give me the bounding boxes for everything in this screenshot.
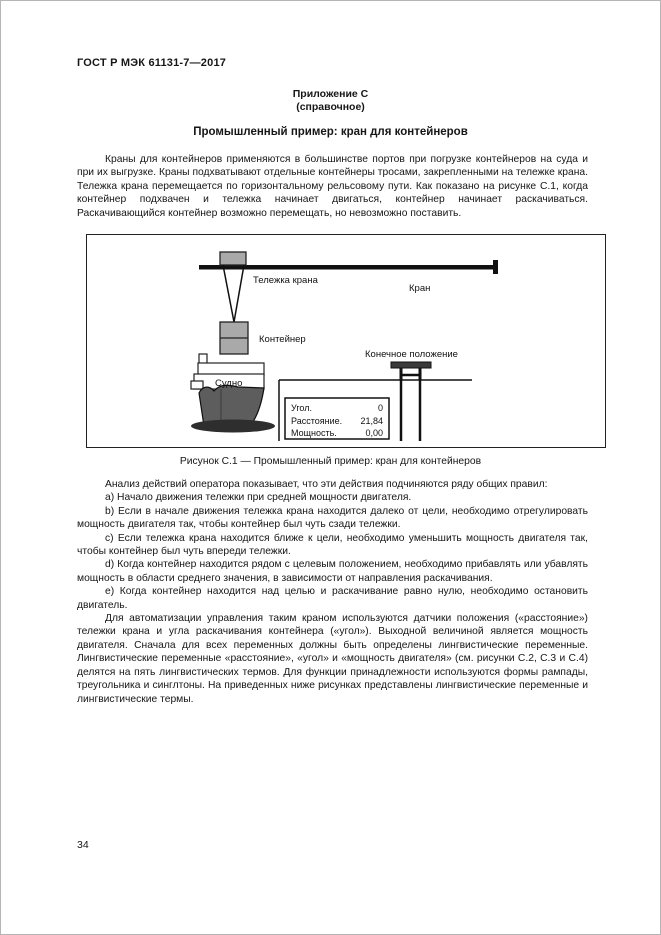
analysis-item-e: e) Когда контейнер находится над целью и раскачивание равно нулю, необходимо остановить двигатель. <box>77 586 588 611</box>
ship-deck-step <box>191 381 203 389</box>
section-title: Промышленный пример: кран для контейнеров <box>193 126 468 138</box>
readout-label-distance: Расстояние. <box>291 416 343 426</box>
label-ship: Судно <box>215 378 243 389</box>
target-cap <box>391 362 431 368</box>
analysis-item-d: d) Когда контейнер находится рядом с целевым положением, необходимо прибавлять или убавлять мощность в области среднего значения, в зависимости от направления раскачивания. <box>77 559 588 584</box>
label-container: Контейнер <box>259 334 306 345</box>
standard-number: ГОСТ Р МЭК 61131-7—2017 <box>77 57 227 69</box>
cable-right <box>234 265 244 322</box>
appendix-type: (справочное) <box>296 101 365 113</box>
trolley-box <box>220 252 246 265</box>
intro-block <box>77 153 588 220</box>
analysis-item-b: b) Если в начале движения тележка крана находится далеко от цели, необходимо отрегулировать мощность двигателя так, чтобы контейнер был чуть сзади тележки. <box>77 505 588 531</box>
ship-deck-upper <box>198 363 264 375</box>
crane-diagram <box>87 235 605 447</box>
readout-value-power: 0,00 <box>365 428 383 438</box>
figure-caption: Рисунок С.1 — Промышленный пример: кран для контейнеров <box>179 456 482 467</box>
ship-shadow <box>191 420 275 433</box>
analysis-item-c: c) Если тележка крана находится ближе к цели, необходимо уменьшить мощность двигателя так, чтобы контейнер был чуть впереди тележки. <box>77 532 588 558</box>
readout-label-power: Мощность. <box>291 428 337 438</box>
label-trolley: Тележка крана <box>253 275 318 286</box>
analysis-conclusion: Для автоматизации управления таким краном используются датчики положения («расстояние») тележки крана и угла раскачивания контейнера («угол»). Выходной величиной является мощность двигателя. Сначала для всех переменных должны быть определены лингвистические переменные. Лингвистические переменные «расстояние», «угол» и «мощность двигателя» (см. рисунки С.2, С.3 и С.4) делятся на пять лингвистических термов. Для функции принадлежности используются формы рампады, треугольника и синглтоны. На приведенных ниже рисунках представлены лингвистические переменные и лингвистические термы. <box>77 613 588 705</box>
figure-c1 <box>86 234 606 448</box>
intro-paragraph: Краны для контейнеров применяются в большинстве портов при погрузке контейнеров на суда и при их выгрузке. Краны подхватывают отдельные контейнеры тросами, закрепленными на тележке крана. Тележка крана перемещается по горизонтальному рельсовому пути. Как показано на рисунке С.1, когда контейнер подхвачен и тележка начинает двигаться, контейнер начинает раскачиваться. Раскачивающийся контейнер возможно перемещать, но невозможно поставить. <box>77 154 588 219</box>
readout-value-distance: 21,84 <box>360 416 383 426</box>
cable-left <box>223 265 234 322</box>
analysis-intro: Анализ действий оператора показывает, что эти действия подчиняются ряду общих правил: <box>105 479 548 490</box>
page-number: 34 <box>77 839 89 851</box>
readout-label-angle: Угол. <box>291 403 312 413</box>
label-crane: Кран <box>409 283 431 294</box>
analysis-item-a: a) Начало движения тележки при средней мощности двигателя. <box>105 492 412 504</box>
analysis-block <box>77 478 588 706</box>
label-final-position: Конечное положение <box>365 349 458 360</box>
readout-value-angle: 0 <box>377 403 383 413</box>
crane-rail-endcap <box>493 260 498 274</box>
appendix-label: Приложение С <box>292 88 369 100</box>
appendix-heading <box>1 88 660 114</box>
